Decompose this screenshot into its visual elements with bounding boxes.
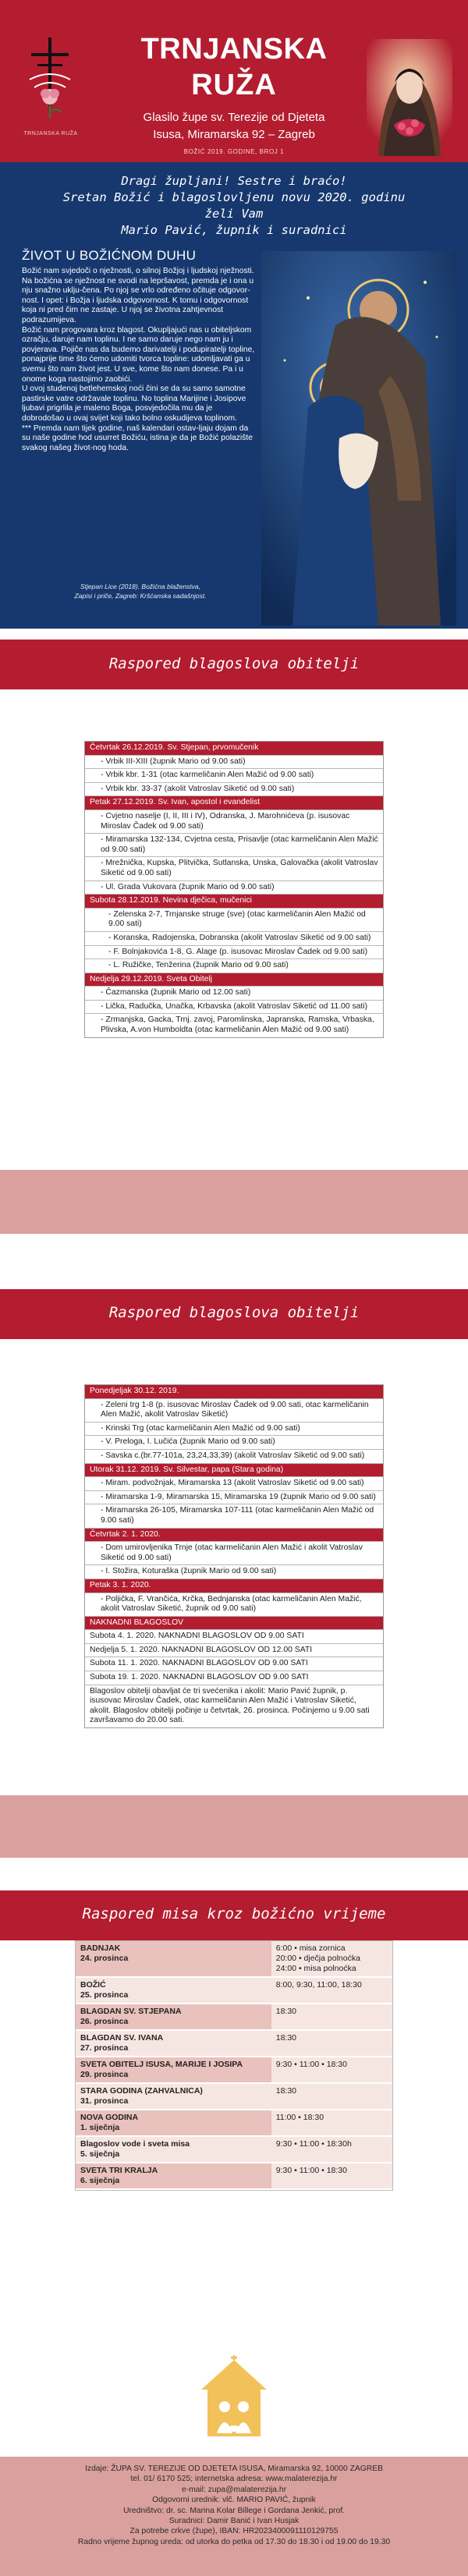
article-paragraph: Božić nam progovara kroz blagost. Okupljajući nas u obiteljskom ozračju, daruje nam toplinu. I ne samo daruje nego nam ju i povjerava. Pojiče nas da budemo darivatelji i podupiratelji topline, ponajprije time što ćemo udomiti tvorca topline: udomljavati ga u svemu što nam život jest. U sve, kome što nam donese. Pa i u onome koga nastojimo zaobići.: [22, 325, 255, 384]
mass-row: [76, 1978, 392, 2004]
mass-times: [271, 2084, 392, 2109]
schedule-entry: - Poljička, F. Vrančića, Krčka, Bednjanska (otac karmeličanin Alen Mažić, akolit Vatroslav Siketić, župnik od 9.00 sati): [85, 1593, 383, 1617]
mass-row: [76, 2110, 392, 2137]
mass-day-date: 6. siječnja: [80, 2176, 120, 2185]
greeting-line-1: Dragi župljani! Sestre i braćo!: [121, 174, 347, 188]
schedule-title: Raspored blagoslova obitelji: [108, 655, 360, 672]
mass-day: [76, 2137, 271, 2162]
footer-line: tel. 01/ 6170 525; internetska adresa: www.malaterezija.hr: [130, 2475, 338, 2484]
schedule-entry: Subota 4. 1. 2020. NAKNADNI BLAGOSLOV OD 9.00 SATI: [85, 1630, 383, 1644]
mass-time: 24:00 • misa polnoćka: [275, 1964, 356, 1973]
issue-label: BOŽIĆ 2019. GODINE, BROJ 1: [183, 148, 285, 155]
greeting-line-4: Mario Pavić, župnik i suradnici: [121, 223, 347, 237]
mass-day-name: SVETA OBITELJ ISUSA, MARIJE I JOSIPA: [80, 2060, 243, 2069]
article-body: [22, 267, 256, 453]
pink-divider: [0, 1170, 468, 1234]
schedule-day-header: Četvrtak 26.12.2019. Sv. Stjepan, prvomučenik: [85, 742, 383, 756]
schedule-entry: - Dom umirovljenika Trnje (otac karmeličanin Alen Mažić i akolit Vatroslav Siketić od 9.00 sati): [85, 1542, 383, 1565]
mass-day: [76, 2163, 271, 2188]
article-paragraph: U ovoj studenoj betlehemskoj noći čini se da su samo samotne pastirske vatre održavale toplinu. No toplina Marijine i Josipove ljubavi prigrlila je maleno Boga, posvjedočila mu da je dobrodošao u ovaj svijet koji tako bolno oskudijeva toplinom.: [22, 384, 246, 423]
mass-times: [271, 2057, 392, 2082]
mass-day-date: 25. prosinca: [80, 1990, 129, 2000]
schedule-entry: - V. Preloga, I. Lučića (župnik Mario od 9.00 sati): [85, 1436, 383, 1450]
mass-day-date: 26. prosinca: [80, 2017, 129, 2026]
footer-line: Izdaje: ŽUPA SV. TEREZIJE OD DJETETA ISUSA, Miramarska 92, 10000 ZAGREB: [85, 2464, 383, 2473]
mass-day-name: SVETA TRI KRALJA: [80, 2166, 158, 2175]
mass-time: 11:00 • 18:30: [275, 2113, 324, 2122]
schedule-entry: - Lička, Radučka, Unačka, Krbavska (akolit Vatroslav Siketić od 11.00 sati): [85, 1001, 383, 1015]
mass-time: 9:30 • 11:00 • 18:30h: [275, 2139, 352, 2149]
schedule-entry: Blagoslov obitelji obavljat će tri svećenika i akolit: Mario Pavić župnik, p. isusovac Miroslav Čadek, otac karmeličanin Alen Mažić i Vatroslav Siketić, akolit. Blagoslov obitelji počinje u četvrtak, 26. prosinca. Počinjemo u 9.00 sati završavamo do 20.00 sati.: [90, 1686, 370, 1725]
title-line-2: RUŽA: [191, 69, 277, 101]
schedule-entry: - Zrmanjska, Gacka, Trnj. zavoj, Paromlinska, Japranska, Ramska, Vrbaska, Plivska, A.von Humboldta (otac karmeličanin Alen Mažić od 9.00 sati): [101, 1015, 374, 1035]
mass-time: 20:00 • dječja polnoćka: [275, 1954, 360, 1963]
mass-day: [76, 2110, 271, 2135]
mass-schedule-table: [75, 1940, 393, 2191]
saint-portrait-image: [367, 39, 452, 156]
parish-logo-icon: [14, 33, 86, 126]
schedule-entry: - Zeleni trg 1-8 (p. isusovac Miroslav Čadek od 9.00 sati, otac karmeličanin Alen Mažić, akolit Vatroslav Siketić): [85, 1399, 383, 1423]
mass-day-name: BOŽIĆ: [80, 1980, 106, 1990]
mass-day-date: 24. prosinca: [80, 1954, 129, 1963]
mass-day-name: BADNJAK: [80, 1944, 121, 1953]
mass-times: [271, 1978, 392, 2003]
schedule-day-header: Utorak 31.12. 2019. Sv. Silvestar, papa (Stara godina): [85, 1464, 383, 1478]
mass-day: [76, 1978, 271, 2003]
blessing-schedule-table: [84, 741, 384, 1038]
mass-title: Raspored misa kroz božićno vrijeme: [82, 1905, 386, 1922]
schedule-entry: Subota 19. 1. 2020. NAKNADNI BLAGOSLOV OD 9.00 SATI: [85, 1671, 383, 1685]
mass-row: [76, 2137, 392, 2163]
mass-row: [76, 2057, 392, 2084]
schedule-entry: - L. Ružičke, Tenžerina (župnik Mario od 9.00 sati): [85, 959, 383, 973]
schedule-title: Raspored blagoslova obitelji: [108, 1304, 360, 1321]
footer-line: e-mail: zupa@malaterezija.hr: [181, 2485, 287, 2494]
schedule-entry: - Vrbik kbr. 1-31 (otac karmeličanin Alen Mažić od 9.00 sati): [85, 769, 383, 783]
mass-times: [271, 2031, 392, 2056]
footer-line: Radno vrijeme župnog ureda: od utorka do petka od 17.30 do 18.30 i od 19.00 do 19.30: [77, 2537, 391, 2546]
schedule-entry: - Čazmanska (župnik Mario od 12.00 sati): [85, 987, 383, 1001]
mass-row: [76, 1941, 392, 1978]
schedule-day-header: Ponedjeljak 30.12. 2019.: [85, 1385, 383, 1399]
mass-row: [76, 2031, 392, 2057]
mass-day-name: BLAGDAN SV. IVANA: [80, 2033, 164, 2043]
schedule-entry: - Zelenska 2-7, Trnjanske struge (sve) (otac karmeličanin Alen Mažić od 9.00 sati): [85, 909, 383, 932]
schedule-entry: - Savska c.(br.77-101a, 23,24,33,39) (akolit Vatroslav Siketić od 9.00 sati): [85, 1450, 383, 1464]
article-citation: Stjepan Lice (2018). Božićna blaženstva, Zapisi i priče, Zagreb: Kršćanska sadašnjost.: [74, 583, 207, 600]
publication-info: [16, 2464, 452, 2547]
schedule-day-header: Subota 28.12.2019. Nevina dječica, mučenici: [85, 895, 383, 909]
schedule-entry: - I. Stožira, Koturaška (župnik Mario od 9.00 sati): [85, 1565, 383, 1579]
mass-day-name: BLAGDAN SV. STJEPANA: [80, 2007, 182, 2016]
schedule-entry: - Koranska, Radojenska, Dobranska (akolit Vatroslav Siketić od 9.00 sati): [85, 932, 383, 946]
schedule-day-header: Petak 27.12.2019. Sv. Ivan, apostol i evanđelist: [85, 796, 383, 810]
schedule-day-header: Petak 3. 1. 2020.: [85, 1579, 383, 1593]
mass-day-date: 5. siječnja: [80, 2149, 120, 2159]
schedule-day-header: Nedjelja 29.12.2019. Sveta Obitelj: [85, 973, 383, 987]
footer-line: Odgovorni urednik: vlč. MARIO PAVIĆ, župnik: [152, 2496, 316, 2505]
mass-day-date: 29. prosinca: [80, 2070, 129, 2079]
mass-time: 9:30 • 11:00 • 18:30: [275, 2166, 347, 2175]
mass-times: [271, 2110, 392, 2135]
mass-day-name: STARA GODINA (ZAHVALNICA): [80, 2086, 203, 2096]
schedule-entry: Nedjelja 5. 1. 2020. NAKNADNI BLAGOSLOV OD 12.00 SATI: [85, 1644, 383, 1658]
mass-row: [76, 2084, 392, 2110]
schedule-day-header: Četvrtak 2. 1. 2020.: [85, 1529, 383, 1543]
mass-times: [271, 2163, 392, 2188]
holy-family-image: [261, 251, 456, 625]
mass-time: 9:30 • 11:00 • 18:30: [275, 2060, 347, 2069]
mass-day: [76, 2057, 271, 2082]
schedule-entry: - Ul. Grada Vukovara (župnik Mario od 9.00 sati): [85, 881, 383, 895]
schedule-entry: - Krinski Trg (otac karmeličanin Alen Mažić od 9.00 sati): [85, 1423, 383, 1437]
greeting-line-3: želi Vam: [204, 207, 264, 221]
mass-day: [76, 2031, 271, 2056]
mass-time: 18:30: [275, 2086, 297, 2096]
mass-day: [76, 1941, 271, 1976]
mass-time: 8:00, 9:30, 11:00, 18:30: [275, 1980, 362, 1990]
schedule-entry: - Miram. podvožnjak, Miramarska 13 (akolit Vatroslav Siketić od 9.00 sati): [85, 1477, 383, 1491]
article-heading: ŽIVOT U BOŽIĆNOM DUHU: [22, 248, 197, 263]
footer-line: Uredništvo: dr. sc. Marina Kolar Billege i Gordana Jenkić, prof.: [123, 2506, 345, 2515]
mass-day-name: Blagoslov vode i sveta misa: [80, 2139, 190, 2149]
schedule-entry: - Miramarska 26-105, Miramarska 107-111 (otac karmeličanin Alen Mažić od 9.00 sati): [85, 1504, 383, 1528]
mass-row: [76, 2163, 392, 2190]
mass-times: [271, 2137, 392, 2162]
mass-day: [76, 2084, 271, 2109]
nativity-icon: [197, 2355, 271, 2441]
greeting-line-2: Sretan Božić i blagoslovljenu novu 2020. godinu: [62, 190, 406, 204]
mass-time: 6:00 • misa zornica: [275, 1944, 346, 1953]
schedule-entry: - Cvjetno naselje (I, II, III i IV), Odranska, J. Marohnićeva (p. isusovac Miroslav Čadek od 9.00 sati): [85, 810, 383, 834]
mass-day-name: NOVA GODINA: [80, 2113, 139, 2122]
schedule-entry: Subota 11. 1. 2020. NAKNADNI BLAGOSLOV OD 9.00 SATI: [85, 1657, 383, 1671]
mass-row: [76, 2004, 392, 2031]
schedule-entry: - F. Bolnjakovića 1-8, G. Alage (p. isusovac Miroslav Čadek od 9.00 sati): [85, 946, 383, 960]
schedule-entry: - Vrbik III-XIII (župnik Mario od 9.00 sati): [85, 756, 383, 770]
subtitle-line-2: Isusa, Miramarska 92 – Zagreb: [153, 128, 315, 141]
christmas-greeting: [23, 173, 445, 239]
article-paragraph: Božić nam svjedoči o nježnosti, o silnoj Božjoj i ljudskoj nježnosti. Na božićna se nježnost ne svodi na lepršavost, premda je i ona u nju snažno uklju-čena. Po njoj se vrlo određeno očituje odgovor-nost. I opet: i Božja i ljudska odgovornost. K tomu i odgovornost koja ni pred čim ne zastaje. U njoj se životna zahtjevnost podrazumijeva.: [22, 267, 254, 324]
blessing-schedule-table: [84, 1384, 384, 1728]
footer-line: Suradnici: Damir Banić i Ivan Husjak: [168, 2517, 300, 2526]
schedule-entry: - Miramarska 132-134, Cvjetna cesta, Prisavlje (otac karmeličanin Alen Mažić od 9.00 sati): [85, 834, 383, 857]
mass-day-date: 27. prosinca: [80, 2043, 129, 2053]
mass-time: 18:30: [275, 2033, 297, 2043]
schedule-day-header: NAKNADNI BLAGOSLOV: [85, 1617, 383, 1631]
mass-day-date: 31. prosinca: [80, 2096, 129, 2106]
mass-times: [271, 1941, 392, 1976]
title-line-1: TRNJANSKA: [140, 33, 328, 66]
schedule-entry: - Vrbik kbr. 33-37 (akolit Vatroslav Siketić od 9.00 sati): [85, 783, 383, 797]
mass-time: 18:30: [275, 2007, 297, 2016]
footer-line: Za potrebe crkve (župe), IBAN: HR2023400091110129755: [129, 2527, 339, 2536]
pink-divider: [0, 1795, 468, 1858]
schedule-entry: - Mrežnička, Kupska, Plitvička, Sutlanska, Unska, Galovačka (akolit Vatroslav Siketić od 9.00 sati): [85, 857, 383, 881]
logo-caption: TRNJANSKA RUŽA: [23, 131, 78, 136]
subtitle-line-1: Glasilo župe sv. Terezije od Djeteta: [143, 111, 325, 124]
mass-day: [76, 2004, 271, 2029]
mass-day-date: 1. siječnja: [80, 2123, 120, 2132]
schedule-entry: - Miramarska 1-9, Miramarska 15, Miramarska 19 (župnik Mario od 9.00 sati): [85, 1491, 383, 1505]
mass-times: [271, 2004, 392, 2029]
article-paragraph: *** Premda nam tijek godine, naš kalendari ostav-ljaju dojam da su naše godine hod usurret Božiću, istina je da je Božić polazište svakog našeg život-nog hoda.: [22, 423, 253, 452]
